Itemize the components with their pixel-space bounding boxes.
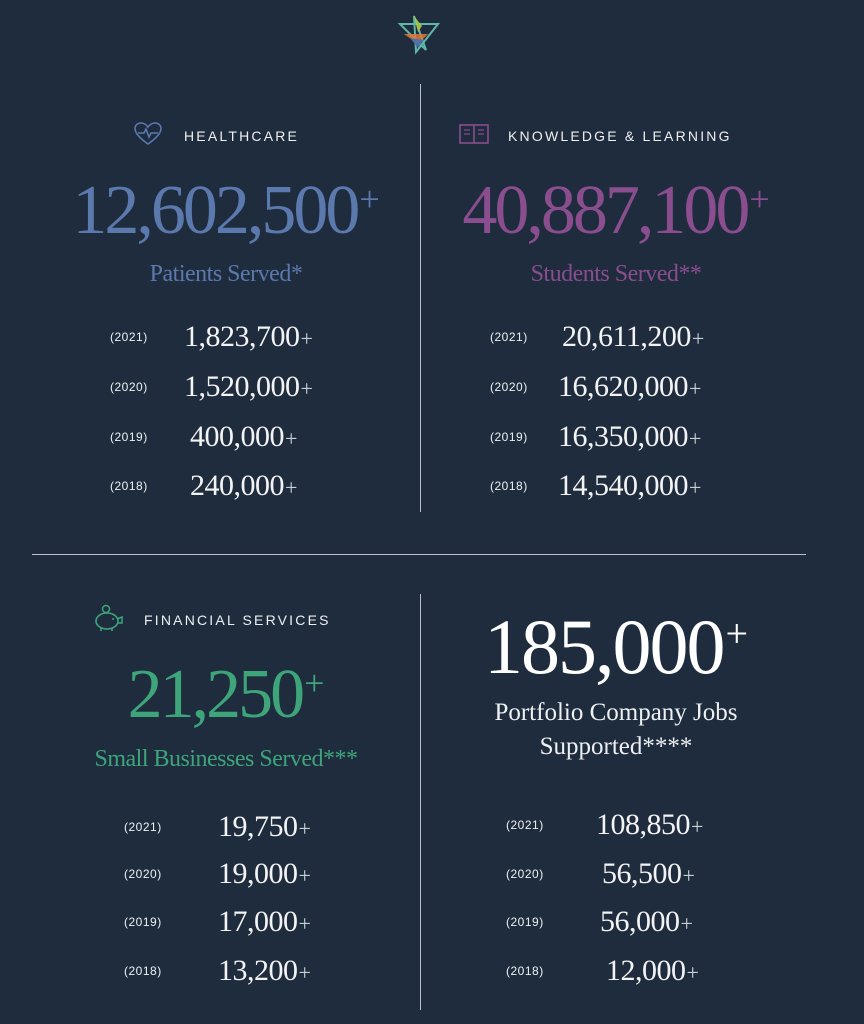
healthcare-total-value: 12,602,500 (72, 172, 358, 249)
year-label: (2018) (490, 479, 528, 493)
year-value: 16,620,000+ (558, 370, 701, 403)
year-value: 108,850+ (596, 808, 703, 841)
healthcare-row-2020 (110, 370, 312, 404)
jobs-label (432, 696, 800, 764)
healthcare-title: HEALTHCARE (184, 127, 300, 144)
healthcare-total (40, 172, 412, 249)
healthcare-label: Patients Served* (149, 261, 303, 287)
financial-row-2019 (124, 905, 310, 939)
jobs-label-line2: Supported**** (539, 733, 693, 760)
year-value: 240,000+ (190, 469, 297, 502)
year-value: 12,000+ (606, 954, 699, 987)
year-label: (2021) (124, 820, 162, 834)
healthcare-row-2019 (110, 420, 297, 454)
jobs-total (432, 603, 800, 690)
divider-horizontal (32, 554, 806, 555)
year-value: 16,350,000+ (558, 420, 701, 453)
year-value: 14,540,000+ (558, 469, 701, 502)
year-label: (2021) (490, 330, 528, 344)
year-value: 56,500+ (602, 857, 695, 890)
year-label: (2020) (110, 380, 148, 394)
healthcare-total-plus: + (359, 179, 380, 219)
knowledge-row-2019 (490, 420, 701, 454)
divider-top-vertical (420, 84, 421, 512)
book-icon (458, 122, 490, 149)
knowledge-total-value: 40,887,100 (462, 172, 748, 249)
financial-heading (92, 604, 331, 635)
knowledge-total-plus: + (749, 179, 770, 219)
year-value: 1,520,000+ (184, 370, 313, 403)
year-label: (2020) (506, 867, 544, 881)
healthcare-row-2018 (110, 469, 297, 503)
year-label: (2018) (124, 964, 162, 978)
divider-bottom-vertical (420, 594, 421, 1010)
knowledge-label: Students Served** (530, 261, 702, 287)
year-label: (2020) (124, 867, 162, 881)
financial-total (40, 656, 412, 733)
financial-row-2021 (124, 810, 310, 844)
knowledge-row-2018 (490, 469, 701, 503)
year-label: (2018) (110, 479, 148, 493)
year-label: (2019) (490, 430, 528, 444)
financial-title: FINANCIAL SERVICES (144, 611, 331, 628)
jobs-label-line1: Portfolio Company Jobs (494, 699, 738, 726)
knowledge-row-2021 (490, 320, 704, 354)
year-label: (2019) (124, 915, 162, 929)
jobs-total-value: 185,000 (483, 603, 724, 690)
knowledge-total (432, 172, 800, 249)
year-value: 19,750+ (218, 810, 311, 843)
year-value: 400,000+ (190, 420, 297, 453)
financial-total-plus: + (304, 663, 325, 703)
year-value: 20,611,200+ (562, 320, 704, 353)
knowledge-row-2020 (490, 370, 701, 404)
healthcare-row-2021 (110, 320, 312, 354)
year-label: (2020) (490, 380, 528, 394)
year-value: 17,000+ (218, 905, 311, 938)
piggy-bank-icon (92, 604, 124, 635)
financial-total-value: 21,250 (127, 656, 303, 733)
year-label: (2018) (506, 964, 544, 978)
year-value: 13,200+ (218, 954, 311, 987)
year-label: (2021) (506, 818, 544, 832)
healthcare-heading (134, 122, 299, 149)
jobs-total-plus: + (725, 611, 749, 656)
year-value: 56,000+ (600, 905, 693, 938)
financial-row-2018 (124, 954, 310, 988)
year-label: (2021) (110, 330, 148, 344)
jobs-row-2019 (506, 905, 692, 939)
heart-pulse-icon (134, 122, 162, 149)
financial-row-2020 (124, 857, 310, 891)
year-label: (2019) (506, 915, 544, 929)
year-label: (2019) (110, 430, 148, 444)
jobs-row-2018 (506, 954, 698, 988)
financial-label: Small Businesses Served*** (94, 746, 358, 772)
jobs-row-2020 (506, 857, 694, 891)
star-logo-icon (396, 14, 442, 58)
knowledge-title: KNOWLEDGE & LEARNING (508, 127, 732, 144)
jobs-row-2021 (506, 808, 703, 842)
year-value: 19,000+ (218, 857, 311, 890)
year-value: 1,823,700+ (184, 320, 313, 353)
knowledge-heading (458, 122, 732, 149)
